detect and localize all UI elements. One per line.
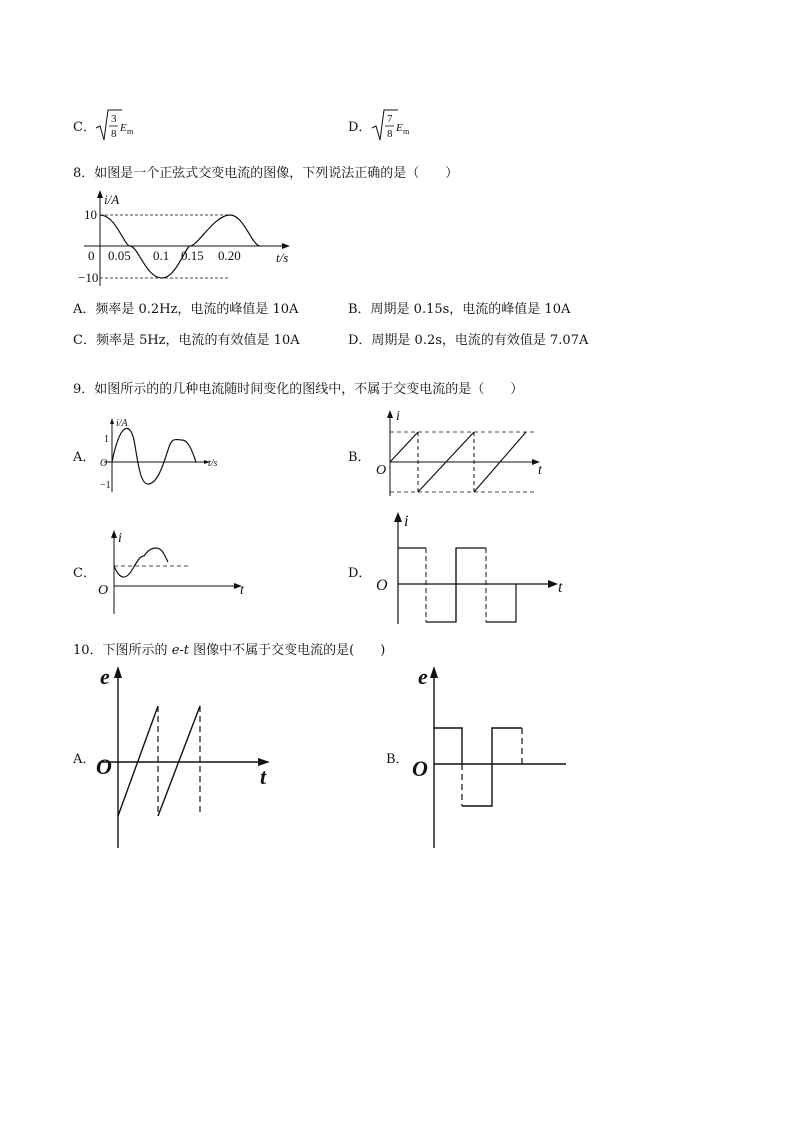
- q9a-origin: O: [100, 458, 108, 469]
- q8-xtick-0.15: 0.15: [181, 248, 204, 263]
- q7-d-sub: m: [403, 127, 410, 136]
- q8-tick-10: 10: [84, 207, 97, 222]
- q8-option-b[interactable]: B．周期是 0.15s，电流的峰值是 10A: [348, 302, 571, 317]
- q8-ylabel: i/A: [104, 192, 120, 207]
- q7-c-num: 3: [111, 113, 117, 125]
- q10a-ylabel: e: [100, 664, 110, 689]
- q8-xtick-0.20: 0.20: [218, 248, 241, 263]
- q9a-tick-bottom: −1: [100, 480, 111, 491]
- q8-xtick-0.1: 0.1: [153, 248, 170, 263]
- q10-stem-pre: 10．下图所示的: [73, 643, 172, 658]
- q9c-xlabel: t: [240, 583, 244, 598]
- q7-option-c-letter: C．: [73, 120, 96, 135]
- q10b-origin: O: [412, 756, 428, 781]
- q9a-xlabel: t/s: [208, 458, 218, 469]
- q9-graph-a: [96, 416, 226, 496]
- q8-tick-neg10: −10: [78, 270, 99, 285]
- q7-option-d-letter: D．: [348, 120, 372, 135]
- q9b-ylabel: i: [396, 409, 400, 424]
- q7-c-E: E: [120, 122, 127, 134]
- q7-d-den: 8: [387, 128, 393, 140]
- q7-option-c-formula: [96, 106, 146, 146]
- q10-graph-a: [94, 664, 284, 850]
- q9b-origin: O: [376, 463, 387, 478]
- q9-option-d-letter[interactable]: D．: [348, 566, 372, 581]
- q9d-xlabel: t: [558, 579, 563, 596]
- q10-option-a-letter[interactable]: A．: [73, 752, 96, 767]
- q9a-tick-top: 1: [104, 434, 109, 445]
- q8-xlabel: t/s: [276, 250, 289, 265]
- q9-graph-b: [370, 408, 550, 498]
- q7-c-den: 8: [111, 128, 117, 140]
- q9d-ylabel: i: [404, 513, 409, 530]
- q9b-xlabel: t: [538, 463, 542, 478]
- q9-graph-c: [96, 526, 256, 616]
- q8-option-d[interactable]: D．周期是 0.2s，电流的有效值是 7.07A: [348, 333, 589, 348]
- q7-d-num: 7: [387, 113, 393, 125]
- q10-stem-var: e-t: [171, 643, 189, 658]
- q9-graph-d: [372, 510, 572, 626]
- q10-stem-post: 图像中不属于交变电流的是( ): [189, 643, 386, 658]
- q10-graph-b: [410, 664, 570, 850]
- q10a-xlabel: t: [260, 764, 267, 789]
- q9-option-a-letter[interactable]: A．: [73, 450, 96, 465]
- q8-option-a[interactable]: A．频率是 0.2Hz，电流的峰值是 10A: [73, 302, 299, 317]
- q7-c-sub: m: [127, 127, 134, 136]
- q10-option-b-letter[interactable]: B．: [386, 752, 409, 767]
- q8-xtick-0.05: 0.05: [108, 248, 131, 263]
- q10-stem: [73, 643, 385, 659]
- q8-origin: 0: [88, 248, 95, 263]
- q10b-ylabel: e: [418, 664, 428, 689]
- q10a-origin: O: [96, 754, 112, 779]
- q7-d-E: E: [396, 122, 403, 134]
- q8-stem: 8．如图是一个正弦式交变电流的图像，下列说法正确的是（ ）: [73, 166, 459, 181]
- q8-sine-graph: [70, 190, 300, 290]
- q9a-ylabel: i/A: [116, 418, 128, 429]
- q8-option-c[interactable]: C．频率是 5Hz，电流的有效值是 10A: [73, 333, 300, 348]
- q7-option-d-formula: [372, 106, 422, 146]
- q9d-origin: O: [376, 577, 388, 594]
- q9c-ylabel: i: [118, 531, 122, 546]
- q9c-origin: O: [98, 583, 109, 598]
- q9-option-c-letter[interactable]: C．: [73, 566, 96, 581]
- q9-stem: 9．如图所示的的几种电流随时间变化的图线中，不属于交变电流的是（ ）: [73, 382, 524, 397]
- q9-option-b-letter[interactable]: B．: [348, 450, 371, 465]
